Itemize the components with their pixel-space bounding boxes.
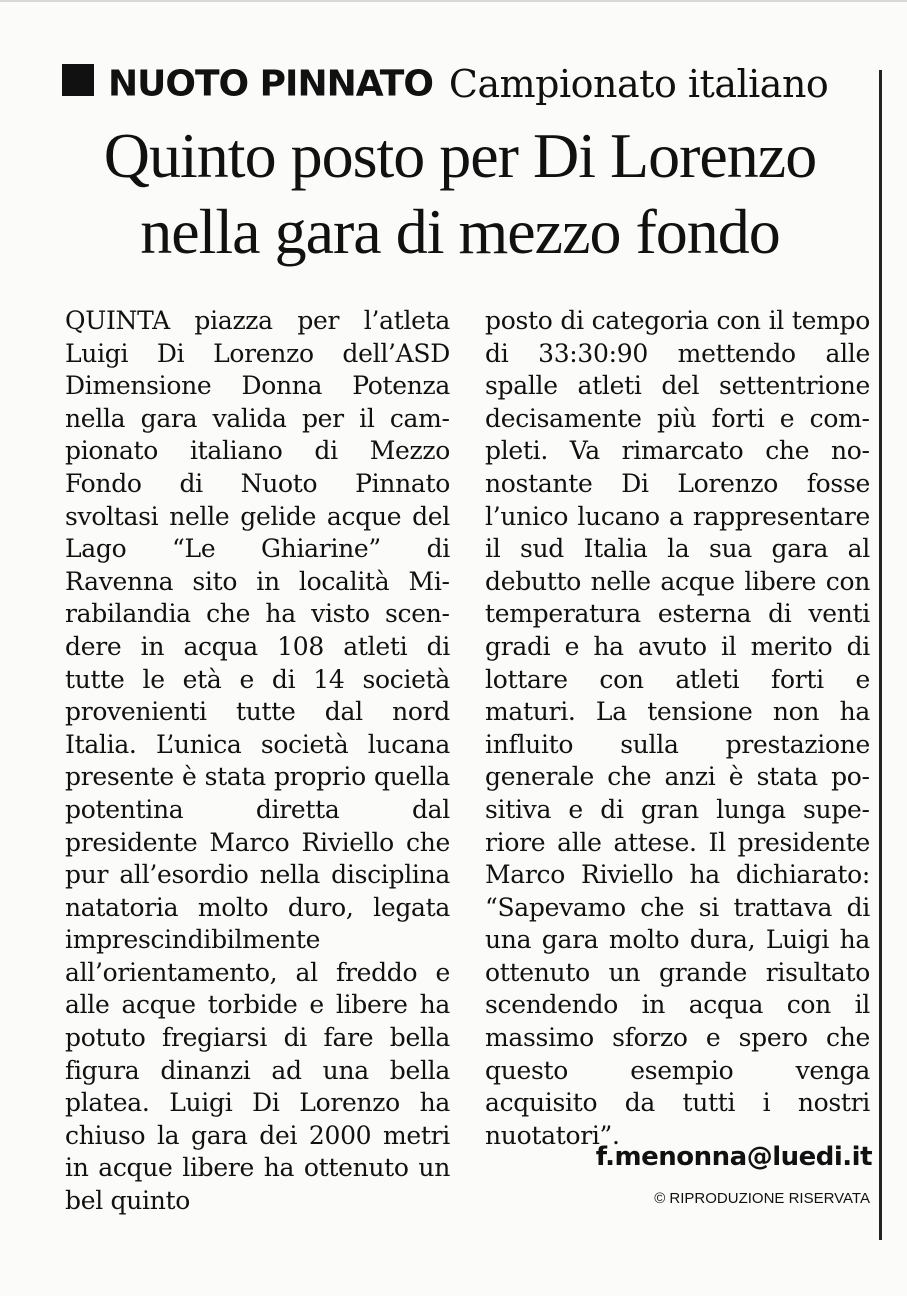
section-tag: NUOTO PINNATO xyxy=(108,63,433,105)
article-column-2 xyxy=(485,305,870,1152)
article-body-1: QUINTA piazza per l’atleta Luigi Di Lorenzo dell’ASD Dimensione Donna Potenza nella gara valida per il campionato italiano di Mezzo Fondo di Nuoto Pinnato svoltasi nelle gelide acque del Lago “Le Ghiarine” di Ravenna sito in località Mirabilandia che ha visto scendere in acqua 108 atleti di tutte le età e di 14 società provenienti tutte dal nord Italia. L’unica società lucana presente è stata proprio quella potentina diretta dal presidente Marco Riviello che pur all’esordio nella disciplina natatoria molto duro, legata imprescindibilmente all’orientamento, al freddo e alle acque torbide e libere ha potuto fregiarsi di fare bella figura dinanzi ad una bella platea. Luigi Di Lorenzo ha chiuso la gara dei 2000 metri in acque libere ha ottenuto un bel quinto xyxy=(65,306,450,1216)
top-rule xyxy=(0,0,907,2)
copyright-notice: © RIPRODUZIONE RISERVATA xyxy=(654,1190,870,1207)
article-column-1 xyxy=(65,305,450,1218)
headline: Quinto posto per Di Lorenzo nella gara di mezzo fondo xyxy=(103,120,817,267)
author-email: f.menonna@luedi.it xyxy=(595,1142,872,1172)
section-square-icon xyxy=(62,64,94,96)
kicker-line xyxy=(62,62,862,112)
article-body-2: posto di categoria con il tempo di 33:30:90 mettendo alle spalle atleti del settentrione decisamente più forti e completi. Va rimarcato che nonostante Di Lorenzo fosse l’unico lucano a rappresentare il sud Italia la sua gara al debutto nelle acque libere con temperatura esterna di venti gradi e ha avuto il merito di lottare con atleti forti e maturi. La tensione non ha influito sulla prestazione generale che anzi è stata positiva e di gran lunga superiore alle attese. Il presidente Marco Riviello ha dichiarato: “Sapevamo che si trattava di una gara molto dura, Luigi ha ottenuto un grande risultato scendendo in acqua con il massimo sforzo e spero che questo esempio venga acquisito da tutti i nostri nuotatori”. xyxy=(485,306,870,1150)
kicker: Campionato italiano xyxy=(448,62,829,106)
